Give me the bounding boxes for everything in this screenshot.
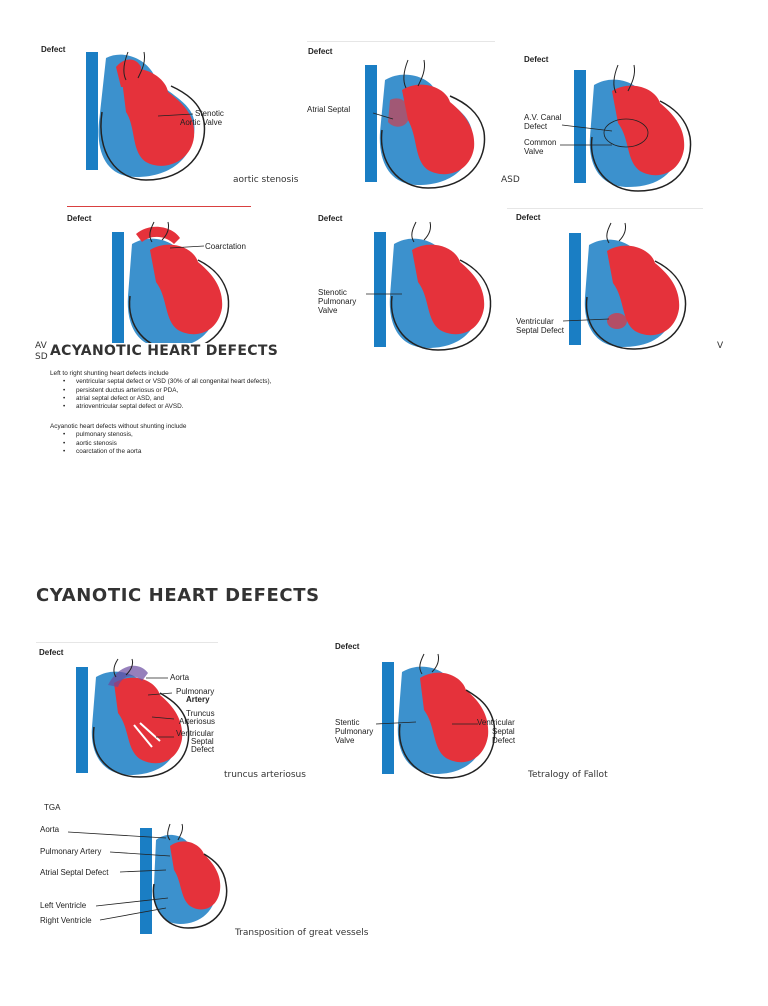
panel-title: Defect [308, 47, 333, 56]
label-stenotic: Stenotic [318, 288, 347, 297]
heading-cyanotic: CYANOTIC HEART DEFECTS [36, 585, 320, 606]
label-valve: Valve [318, 306, 338, 315]
list-item: • persistent ductus arteriosus or PDA, [76, 387, 370, 395]
red-separator [67, 206, 251, 207]
panel-truncus [36, 645, 236, 775]
separator [36, 642, 218, 643]
text-fragment: V [717, 341, 724, 351]
panel-title: Defect [524, 55, 549, 64]
panel-aortic-stenosis [38, 42, 308, 192]
panel-title: Defect [335, 642, 360, 651]
list-shunting [50, 370, 370, 411]
panel-title: Defect [67, 214, 92, 223]
label-septal: Septal [492, 727, 515, 736]
list-item: • atrioventricular septal defect or AVSD. [76, 403, 370, 411]
heart-diagram-avsd [520, 53, 720, 193]
label-atrial-septal: Atrial Septal [307, 105, 351, 114]
label-common: Common [524, 138, 557, 147]
label-ventricular: Ventricular [176, 729, 214, 738]
heart-diagram-tof [332, 638, 552, 778]
label-stentic: Stentic [335, 718, 360, 727]
label-arteriosus: Arteriosus [179, 717, 216, 726]
label-right-ventricle: Right Ventricle [40, 916, 92, 925]
label-artery: Artery [186, 695, 210, 704]
list-item: • aortic stenosis [76, 440, 370, 448]
list-item: • pulmonary stenosis, [76, 431, 370, 439]
list-item: • ventricular septal defect or VSD (30% of all congenital heart defects), [76, 378, 370, 386]
panel-title: Defect [39, 648, 64, 657]
label-ventricular: Ventricular [477, 718, 515, 727]
text-fragment: SD [35, 352, 48, 362]
panel-title: Defect [318, 214, 343, 223]
list-item: • coarctation of the aorta [76, 448, 370, 456]
label-septal-defect: Septal Defect [516, 326, 565, 335]
label-stenotic: Stenotic [195, 109, 224, 118]
label-pulmonary: Pulmonary [176, 687, 215, 696]
caption-tga: Transposition of great vessels [235, 928, 369, 938]
label-pulmonary-artery: Pulmonary Artery [40, 847, 102, 856]
heading-acyanotic: ACYANOTIC HEART DEFECTS [50, 343, 282, 359]
separator [307, 41, 495, 42]
caption-truncus: truncus arteriosus [224, 770, 306, 780]
label-pulmonary: Pulmonary [318, 297, 357, 306]
label-valve: Valve [524, 147, 544, 156]
label-aorta: Aorta [40, 825, 60, 834]
panel-pulmonary-stenosis [316, 212, 516, 352]
panel-coarctation [64, 212, 264, 352]
list-non-shunting [50, 423, 370, 456]
caption-tof: Tetralogy of Fallot [528, 770, 608, 780]
panel-title: TGA [44, 803, 61, 812]
panel-tof [332, 638, 552, 778]
label-aorta: Aorta [170, 673, 190, 682]
heart-diagram-asd [305, 45, 505, 185]
label-defect: Defect [191, 745, 215, 754]
label-left-ventricle: Left Ventricle [40, 901, 87, 910]
label-aortic-valve: Aortic Valve [180, 118, 223, 127]
intro-non-shunting: Acyanotic heart defects without shunting include [50, 423, 187, 430]
separator [507, 208, 703, 209]
label-pulmonary: Pulmonary [335, 727, 374, 736]
label-coarctation: Coarctation [205, 242, 246, 251]
panel-avsd [520, 53, 720, 193]
label-truncus: Truncus [186, 709, 215, 718]
text-fragment: AV [35, 341, 47, 351]
heart-diagram-coarctation [64, 212, 264, 352]
label-defect: Defect [524, 122, 548, 131]
label-ventricular: Ventricular [516, 317, 554, 326]
panel-tga [38, 800, 238, 940]
panel-title: Defect [516, 213, 541, 222]
label-atrial-septal-defect: Atrial Septal Defect [40, 868, 109, 877]
label-defect: Defect [492, 736, 516, 745]
panel-vsd [513, 211, 713, 351]
caption-asd: ASD [501, 175, 520, 185]
label-av-canal: A.V. Canal [524, 113, 562, 122]
heart-diagram-pulmonary-stenosis [316, 212, 516, 352]
panel-title: Defect [41, 45, 66, 54]
label-septal: Septal [191, 737, 214, 746]
caption-aortic-stenosis: aortic stenosis [233, 175, 299, 185]
list-item: • atrial septal defect or ASD, and [76, 395, 370, 403]
panel-asd [305, 45, 505, 185]
intro-shunting: Left to right shunting heart defects include [50, 370, 169, 377]
label-valve: Valve [335, 736, 355, 745]
